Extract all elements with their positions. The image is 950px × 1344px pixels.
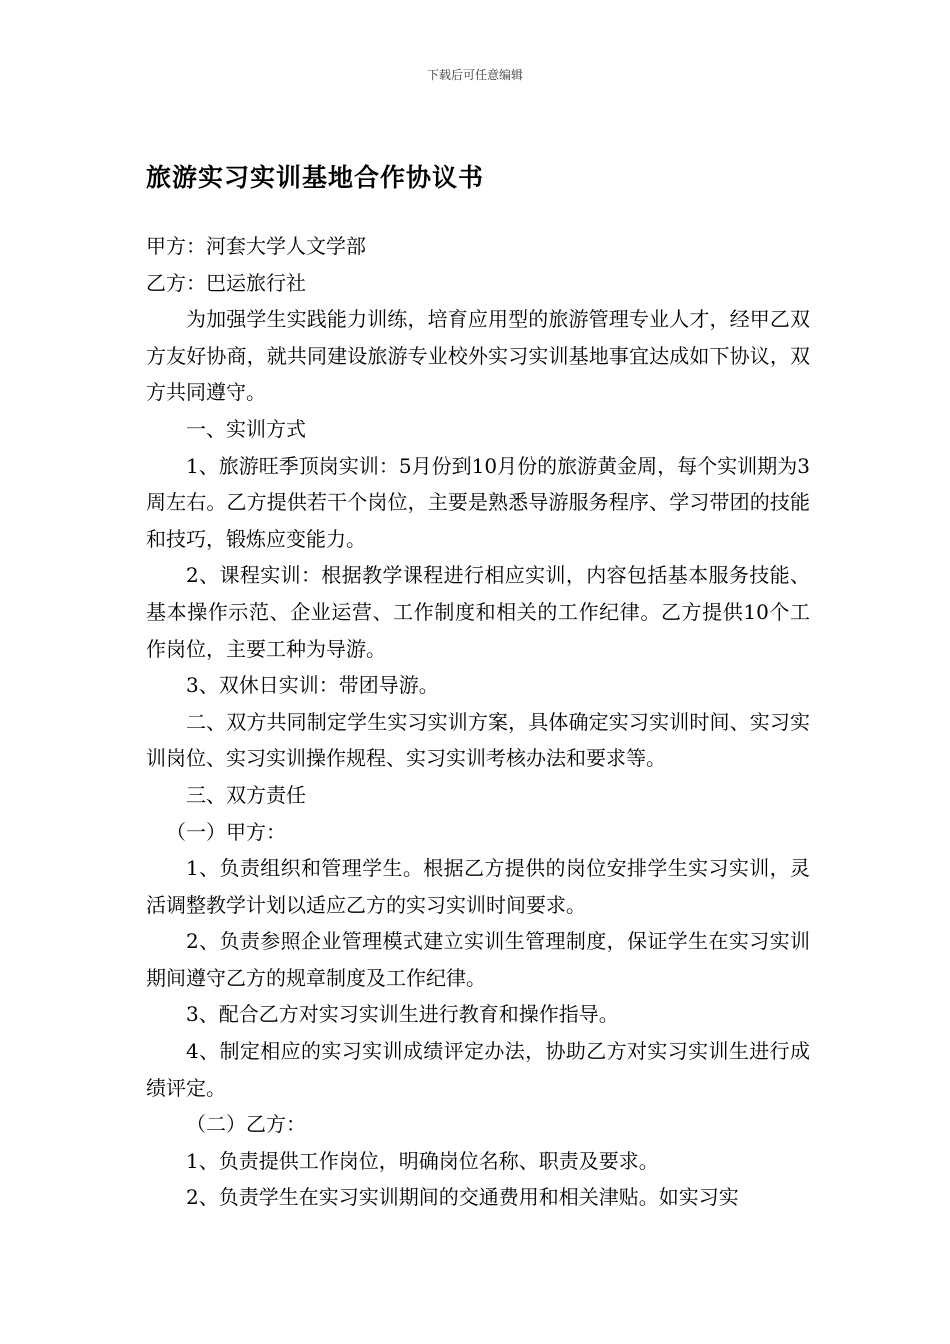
paragraph: （一）甲方： bbox=[166, 819, 286, 844]
document-title: 旅游实习实训基地合作协议书 bbox=[146, 163, 485, 192]
paragraph: 1、负责组织和管理学生。根据乙方提供的岗位安排学生实习实训，灵活调整教学计划以适应乙方的实习实训时间要求。 bbox=[146, 856, 810, 917]
paragraph: 三、双方责任 bbox=[186, 782, 306, 807]
paragraph: （二）乙方： bbox=[186, 1112, 306, 1137]
page-header-note: 下载后可任意编辑 bbox=[426, 68, 523, 82]
paragraph: 2、负责学生在实习实训期间的交通费用和相关津贴。如实习实 bbox=[186, 1185, 739, 1210]
document-body bbox=[146, 228, 810, 1216]
paragraph: 乙方：巴运旅行社 bbox=[146, 270, 306, 295]
paragraph: 为加强学生实践能力训练，培育应用型的旅游管理专业人才，经甲乙双方友好协商，就共同建设旅游专业校外实习实训基地事宜达成如下协议，双方共同遵守。 bbox=[146, 307, 810, 405]
paragraph: 3、双休日实训：带团导游。 bbox=[186, 673, 439, 698]
paragraph: 4、制定相应的实习实训成绩评定办法，协助乙方对实习实训生进行成绩评定。 bbox=[146, 1039, 810, 1100]
paragraph: 1、负责提供工作岗位，明确岗位名称、职责及要求。 bbox=[186, 1148, 659, 1173]
paragraph: 二、双方共同制定学生实习实训方案，具体确定实习实训时间、实习实训岗位、实习实训操作规程、实习实训考核办法和要求等。 bbox=[146, 709, 810, 771]
paragraph: 2、课程实训：根据教学课程进行相应实训，内容包括基本服务技能、基本操作示范、企业运营、工作制度和相关的工作纪律。乙方提供10个工作岗位，主要工种为导游。 bbox=[146, 563, 810, 661]
paragraph: 1、旅游旺季顶岗实训：5月份到10月份的旅游黄金周，每个实训期为3周左右。乙方提供若干个岗位，主要是熟悉导游服务程序、学习带团的技能和技巧，锻炼应变能力。 bbox=[146, 453, 810, 551]
paragraph: 甲方：河套大学人文学部 bbox=[146, 234, 366, 258]
paragraph: 3、配合乙方对实习实训生进行教育和操作指导。 bbox=[186, 1002, 619, 1027]
paragraph: 一、实训方式 bbox=[186, 416, 306, 441]
paragraph: 2、负责参照企业管理模式建立实训生管理制度，保证学生在实习实训期间遵守乙方的规章制度及工作纪律。 bbox=[146, 929, 810, 990]
